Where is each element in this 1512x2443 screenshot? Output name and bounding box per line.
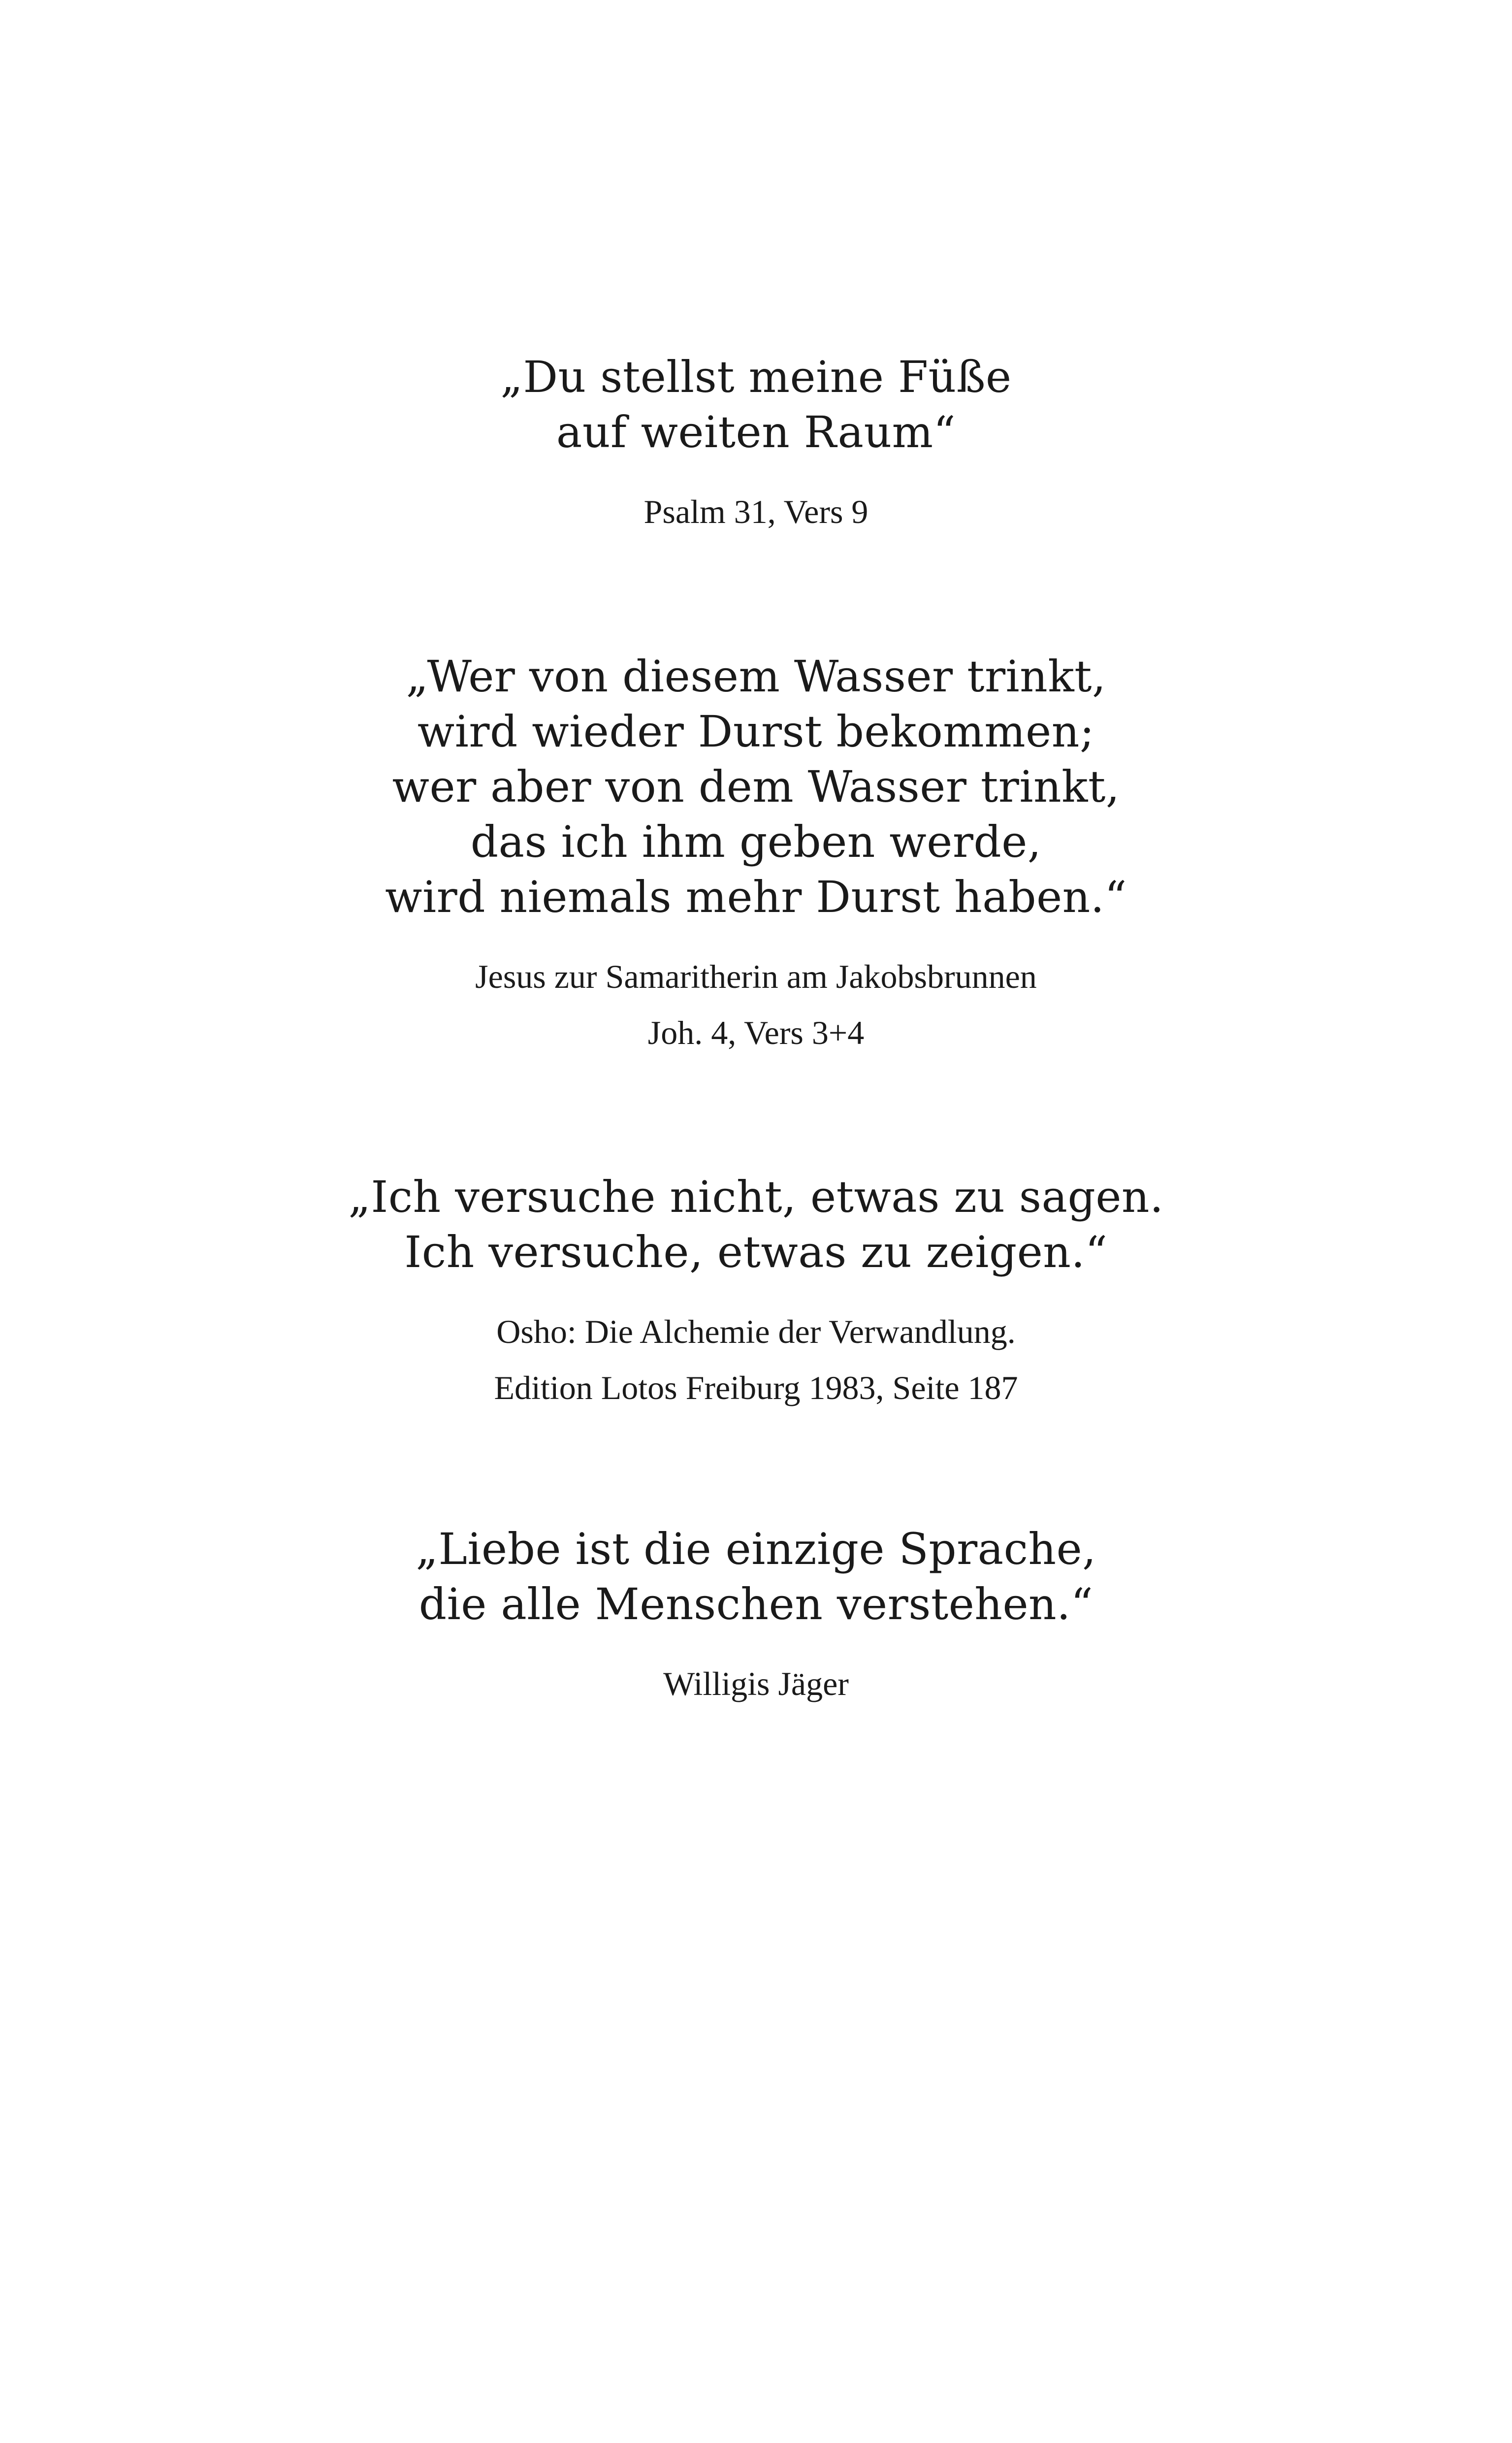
quote-line: „Ich versuche nicht, etwas zu sagen. [348,1172,1164,1222]
quote-line: „Du stellst meine Füße [500,352,1012,402]
quote-line: wird niemals mehr Durst haben.“ [385,872,1127,922]
quote-block-osho [0,1170,1512,1405]
quote-line: wer aber von dem Wasser trinkt, [392,761,1120,812]
quote-block-psalm [0,350,1512,529]
quote-block-jesus [0,649,1512,1050]
quote-line: das ich ihm geben werde, [470,816,1042,867]
quote-source: Willigis Jäger [663,1665,849,1702]
quote-source: Edition Lotos Freiburg 1983, Seite 187 [494,1369,1018,1406]
quote-source: Joh. 4, Vers 3+4 [647,1014,865,1051]
quote-source: Jesus zur Samaritherin am Jakobsbrunnen [475,958,1037,995]
quote-line: Ich versuche, etwas zu zeigen.“ [404,1227,1108,1277]
quote-line: „Wer von diesem Wasser trinkt, [406,651,1106,702]
quote-line: wird wieder Durst bekommen; [417,706,1095,757]
quote-block-jaeger [0,1522,1512,1701]
quote-line: die alle Menschen verstehen.“ [418,1579,1094,1629]
quote-source: Osho: Die Alchemie der Verwandlung. [496,1313,1016,1350]
quote-source: Psalm 31, Vers 9 [643,493,869,530]
quote-line: auf weiten Raum“ [556,407,956,457]
quote-line: „Liebe ist die einzige Sprache, [416,1524,1096,1574]
